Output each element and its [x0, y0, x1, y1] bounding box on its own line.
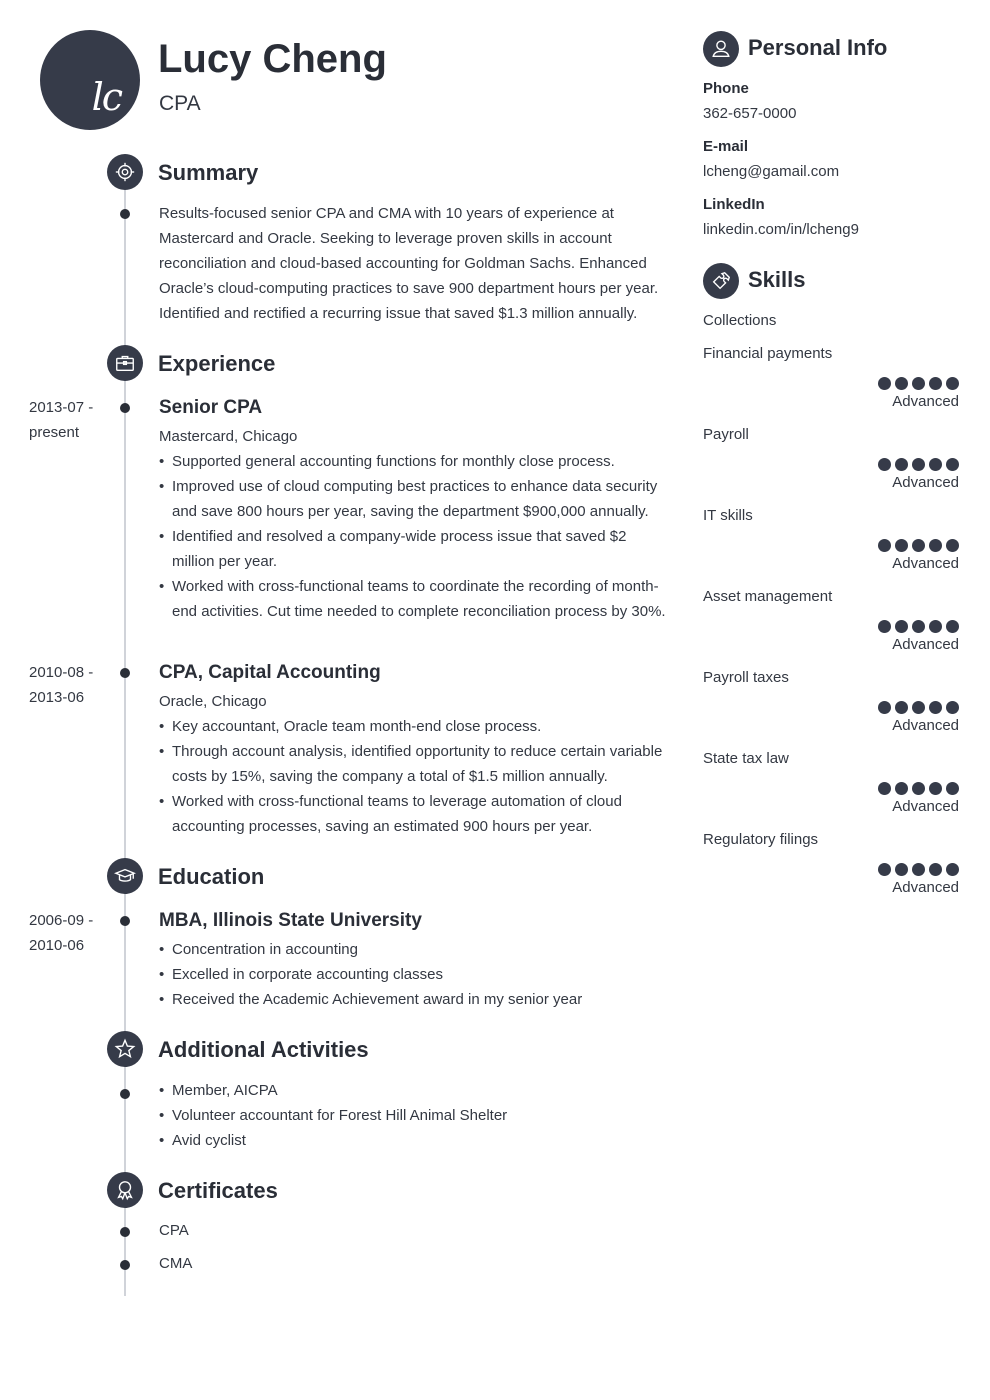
education-bullets	[159, 937, 667, 1012]
skill-name: Payroll	[703, 426, 749, 443]
skill-name: Payroll taxes	[703, 669, 789, 686]
rating-dot	[912, 701, 925, 714]
certificates-heading: Certificates	[158, 1178, 278, 1203]
skill-level: Advanced	[892, 798, 959, 815]
rating-dot	[929, 458, 942, 471]
list-item: • Key accountant, Oracle team month-end close process.	[159, 714, 667, 739]
rating-dot	[929, 620, 942, 633]
rating-dot	[929, 377, 942, 390]
rating-dot	[895, 377, 908, 390]
timeline-dot	[120, 1260, 130, 1270]
list-item: • Avid cyclist	[159, 1128, 667, 1153]
ribbon-award-icon	[107, 1172, 143, 1208]
user-icon	[703, 31, 739, 67]
list-item: • Excelled in corporate accounting classes	[159, 962, 667, 987]
star-icon	[107, 1031, 143, 1067]
job-bullets	[159, 449, 667, 624]
rating-dot	[946, 620, 959, 633]
rating-dot	[946, 458, 959, 471]
timeline-dot	[120, 1089, 130, 1099]
skill-name: Collections	[703, 312, 777, 329]
job-date-end: 2013-06	[29, 689, 85, 706]
rating-dot	[946, 782, 959, 795]
rating-dot	[895, 782, 908, 795]
job-date-end: present	[29, 424, 80, 441]
skill-level: Advanced	[892, 717, 959, 734]
target-icon	[107, 154, 143, 190]
rating-dot	[878, 377, 891, 390]
experience-heading: Experience	[158, 351, 276, 376]
activities-heading: Additional Activities	[158, 1037, 369, 1062]
skill-level: Advanced	[892, 555, 959, 572]
rating-dot	[895, 539, 908, 552]
list-item: • Supported general accounting functions for monthly close process.	[159, 449, 667, 474]
puzzle-icon	[703, 263, 739, 299]
rating-dot	[912, 539, 925, 552]
list-item: • Improved use of cloud computing best practices to enhance data security and save 800 hours per year, saving the department $900,000 annually.	[159, 474, 667, 524]
job-title: Senior CPA	[159, 397, 263, 418]
skill-name: Regulatory filings	[703, 831, 819, 848]
rating-dot	[878, 782, 891, 795]
linkedin-value[interactable]: linkedin.com/in/lcheng9	[703, 221, 859, 238]
job-date-start: 2010-08 -	[29, 664, 94, 681]
email-value[interactable]: lcheng@gamail.com	[703, 163, 840, 180]
job-title: CPA, Capital Accounting	[159, 662, 381, 683]
monogram-initials: lc	[91, 75, 121, 119]
list-item: • Worked with cross-functional teams to leverage automation of cloud accounting processes, saving an estimated 900 hours per year.	[159, 789, 667, 839]
rating-dot	[912, 863, 925, 876]
rating-dot	[878, 458, 891, 471]
rating-dot	[878, 863, 891, 876]
rating-dot	[946, 701, 959, 714]
skill-rating-dots	[878, 458, 959, 471]
timeline-dot	[120, 209, 130, 219]
phone-value[interactable]: 362-657-0000	[703, 105, 797, 122]
rating-dot	[895, 620, 908, 633]
skill-rating-dots	[878, 539, 959, 552]
skill-rating-dots	[878, 701, 959, 714]
rating-dot	[878, 701, 891, 714]
timeline-dot	[120, 1227, 130, 1237]
timeline-line	[124, 172, 126, 1296]
job-company: Mastercard, Chicago	[159, 428, 298, 445]
skill-level: Advanced	[892, 393, 959, 410]
education-heading: Education	[158, 864, 265, 889]
list-item: • Identified and resolved a company-wide process issue that saved $2 million per year.	[159, 524, 667, 574]
skill-level: Advanced	[892, 879, 959, 896]
rating-dot	[895, 701, 908, 714]
rating-dot	[878, 620, 891, 633]
education-date-start: 2006-09 -	[29, 912, 94, 929]
list-item: • Received the Academic Achievement award in my senior year	[159, 987, 667, 1012]
skill-name: Asset management	[703, 588, 833, 605]
education-title: MBA, Illinois State University	[159, 910, 422, 931]
email-label: E-mail	[703, 138, 749, 155]
skill-rating-dots	[878, 377, 959, 390]
list-item: • Volunteer accountant for Forest Hill Animal Shelter	[159, 1103, 667, 1128]
linkedin-label: LinkedIn	[703, 196, 765, 213]
list-item: • Worked with cross-functional teams to coordinate the recording of month-end activities. Cut time needed to complete reconciliation process by 30%.	[159, 574, 667, 624]
job-bullets	[159, 714, 667, 839]
monogram-avatar	[40, 30, 140, 130]
summary-text: Results-focused senior CPA and CMA with 10 years of experience at Mastercard and Oracle. Seeking to leverage proven skills in account reconciliation and cloud-based accounting for Goldman Sachs. Enhanced Oracle’s cloud-computing practices to save 900 department hours per year. Identified and rectified a recurring issue that saved $1.3 million annually.	[159, 205, 659, 322]
summary-heading: Summary	[158, 160, 259, 185]
certificate-item: CMA	[159, 1255, 193, 1272]
rating-dot	[946, 539, 959, 552]
briefcase-icon	[107, 345, 143, 381]
certificate-item: CPA	[159, 1222, 189, 1239]
education-dates	[29, 908, 109, 958]
skill-name: Financial payments	[703, 345, 833, 362]
job-dates	[29, 660, 109, 710]
skill-name: IT skills	[703, 507, 753, 524]
list-item: • Concentration in accounting	[159, 937, 667, 962]
rating-dot	[912, 620, 925, 633]
candidate-title: CPA	[159, 92, 201, 115]
rating-dot	[878, 539, 891, 552]
skill-level: Advanced	[892, 636, 959, 653]
personal-info-heading: Personal Info	[748, 35, 888, 60]
skill-rating-dots	[878, 782, 959, 795]
skill-level: Advanced	[892, 474, 959, 491]
rating-dot	[912, 377, 925, 390]
list-item: • Member, AICPA	[159, 1078, 667, 1103]
rating-dot	[946, 377, 959, 390]
activities-bullets	[159, 1078, 667, 1153]
skill-rating-dots	[878, 620, 959, 633]
skills-heading: Skills	[748, 267, 806, 292]
skill-name: State tax law	[703, 750, 789, 767]
graduation-cap-icon	[107, 858, 143, 894]
job-dates	[29, 395, 109, 445]
rating-dot	[912, 782, 925, 795]
phone-label: Phone	[703, 80, 749, 97]
rating-dot	[912, 458, 925, 471]
timeline-dot	[120, 916, 130, 926]
rating-dot	[929, 782, 942, 795]
rating-dot	[929, 701, 942, 714]
job-company: Oracle, Chicago	[159, 693, 267, 710]
timeline-dot	[120, 668, 130, 678]
education-date-end: 2010-06	[29, 937, 85, 954]
skill-rating-dots	[878, 863, 959, 876]
rating-dot	[929, 539, 942, 552]
job-date-start: 2013-07 -	[29, 399, 94, 416]
timeline-dot	[120, 403, 130, 413]
rating-dot	[929, 863, 942, 876]
rating-dot	[895, 458, 908, 471]
rating-dot	[895, 863, 908, 876]
list-item: • Through account analysis, identified opportunity to reduce certain variable costs by 15%, saving the company a total of $1.5 million annually.	[159, 739, 667, 789]
candidate-name: Lucy Cheng	[158, 37, 387, 81]
rating-dot	[946, 863, 959, 876]
